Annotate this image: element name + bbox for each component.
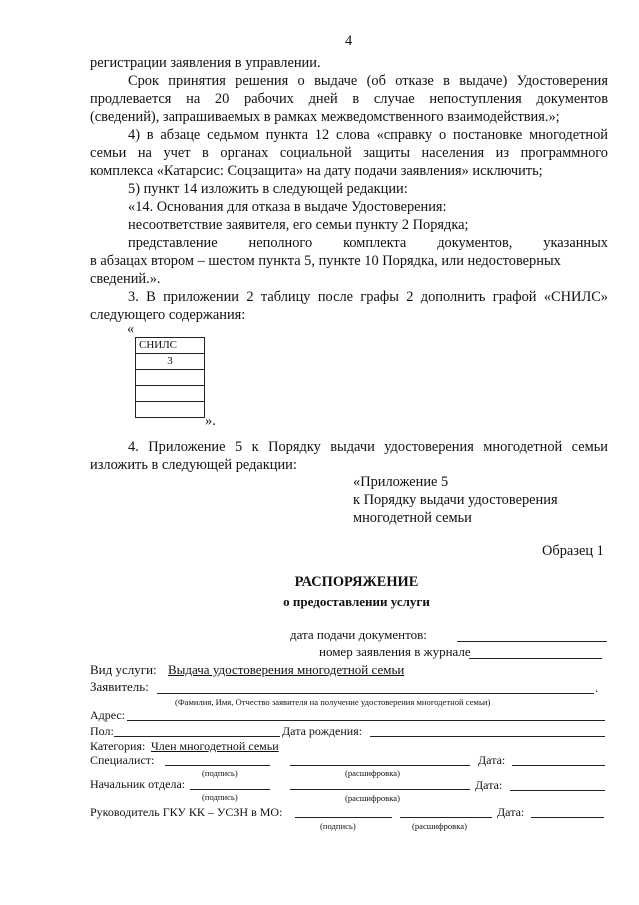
journal-number-label: номер заявления в журнале: [319, 644, 471, 659]
body-text-line: 5) пункт 14 изложить в следующей редакции:: [128, 181, 408, 197]
birth-date-line: [370, 736, 605, 737]
body-text-line: 3. В приложении 2 таблицу после графы 2 дополнить графой «СНИЛС»: [128, 289, 608, 305]
specialist-decoding-hint: (расшифровка): [345, 768, 400, 778]
sex-line: [114, 736, 280, 737]
snils-empty-cell: [136, 386, 205, 402]
submission-date-label: дата подачи документов:: [290, 627, 427, 642]
category-value: Член многодетной семьи: [151, 739, 279, 753]
director-date-line: [531, 817, 604, 818]
applicant-hint: (Фамилия, Имя, Отчество заявителя на получение удостоверения многодетной семьи): [175, 697, 491, 707]
specialist-decoding-line: [290, 765, 470, 766]
submission-date-line: [457, 641, 607, 642]
appendix-header-line: многодетной семьи: [353, 510, 472, 526]
body-text-line: представление неполного комплекта документов, указанных: [128, 235, 608, 251]
body-text-line: Срок принятия решения о выдаче (об отказе в выдаче) Удостоверения: [128, 73, 608, 89]
body-text-line: регистрации заявления в управлении.: [90, 55, 321, 71]
open-quote: «: [127, 321, 135, 337]
body-text-line: (сведений), запрашиваемых в рамках межведомственного взаимодействия.»;: [90, 109, 560, 125]
sample-label: Образец 1: [542, 543, 604, 559]
specialist-signature-hint: (подпись): [202, 768, 238, 778]
director-decoding-line: [400, 817, 492, 818]
head-date-label: Дата:: [475, 778, 503, 792]
specialist-label: Специалист:: [90, 753, 155, 767]
page-number: 4: [345, 33, 353, 49]
appendix-header-line: к Порядку выдачи удостоверения: [353, 492, 558, 508]
head-signature-hint: (подпись): [202, 792, 238, 802]
director-decoding-hint: (расшифровка): [412, 821, 467, 831]
head-decoding-line: [290, 789, 470, 790]
body-text-line: комплекса «Катарсис: Соцзащита» на дату подачи заявления» исключить;: [90, 163, 543, 179]
body-text-line: в абзацах втором – шестом пункта 5, пункте 10 Порядка, или недостоверных: [90, 253, 561, 269]
service-label: Вид услуги:: [90, 662, 157, 677]
applicant-line: [157, 693, 594, 694]
director-signature-line: [295, 817, 392, 818]
body-text-line: изложить в следующей редакции:: [90, 457, 297, 473]
body-text-line: 4. Приложение 5 к Порядку выдачи удостоверения многодетной семьи: [128, 439, 608, 455]
specialist-date-line: [512, 765, 605, 766]
body-text-line: следующего содержания:: [90, 307, 246, 323]
specialist-signature-line: [165, 765, 270, 766]
order-title: РАСПОРЯЖЕНИЕ: [294, 574, 419, 590]
head-date-line: [510, 790, 605, 791]
body-text-line: несоответствие заявителя, его семьи пункту 2 Порядка;: [128, 217, 469, 233]
body-text-line: сведений.».: [90, 271, 161, 287]
category-label: Категория:: [90, 739, 146, 753]
appendix-header-line: «Приложение 5: [353, 474, 449, 490]
director-label: Руководитель ГКУ КК – УСЗН в МО:: [90, 805, 283, 819]
director-signature-hint: (подпись): [320, 821, 356, 831]
close-quote: ».: [205, 413, 216, 429]
specialist-date-label: Дата:: [478, 753, 506, 767]
body-text-line: 4) в абзаце седьмом пункта 12 слова «справку о постановке многодетной: [128, 127, 608, 143]
snils-table: [135, 337, 205, 418]
sex-label: Пол:: [90, 724, 114, 738]
applicant-line-end: .: [595, 680, 599, 695]
snils-number-cell: 3: [136, 354, 205, 370]
body-text-line: продлевается на 20 рабочих дней в случае непоступления документов: [90, 91, 608, 107]
director-date-label: Дата:: [497, 805, 525, 819]
applicant-label: Заявитель:: [90, 679, 149, 694]
head-signature-line: [190, 789, 270, 790]
head-label: Начальник отдела:: [90, 777, 186, 791]
snils-empty-cell: [136, 370, 205, 386]
head-decoding-hint: (расшифровка): [345, 793, 400, 803]
service-value: Выдача удостоверения многодетной семьи: [168, 662, 405, 677]
address-label: Адрес:: [90, 708, 126, 722]
body-text-line: семьи на учет в органах социальной защиты населения из программного: [90, 145, 608, 161]
order-subtitle: о предоставлении услуги: [283, 594, 430, 609]
journal-number-line: [469, 658, 602, 659]
body-text-line: «14. Основания для отказа в выдаче Удостоверения:: [128, 199, 447, 215]
snils-empty-cell: [136, 402, 205, 418]
address-line: [127, 720, 605, 721]
birth-date-label: Дата рождения:: [282, 724, 363, 738]
snils-header-cell: СНИЛС: [136, 338, 205, 354]
